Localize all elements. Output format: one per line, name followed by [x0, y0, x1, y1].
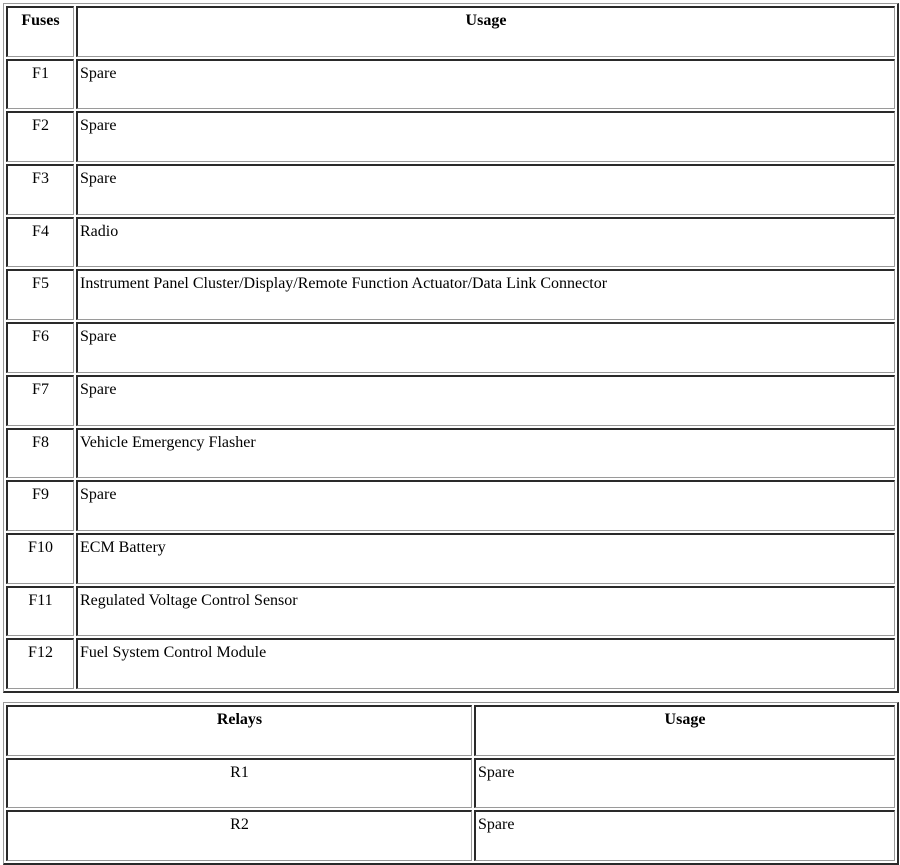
- fuse-id-cell: F8: [6, 428, 74, 479]
- relay-id-cell: R2: [6, 810, 472, 861]
- fuse-usage-cell: Spare: [76, 322, 895, 373]
- relay-row: [6, 810, 895, 861]
- fuse-id-cell: F7: [6, 375, 74, 426]
- relays-column-header: Relays: [6, 705, 472, 756]
- fuse-usage-cell: Regulated Voltage Control Sensor: [76, 586, 895, 637]
- fuse-id-cell: F3: [6, 164, 74, 215]
- relay-usage-cell: Spare: [474, 758, 895, 809]
- fuse-row: [6, 217, 895, 268]
- fuse-id-cell: F4: [6, 217, 74, 268]
- fuse-id-cell: F12: [6, 638, 74, 689]
- fuse-row: [6, 375, 895, 426]
- relay-table-header-row: [6, 705, 895, 756]
- fuse-usage-cell: Spare: [76, 480, 895, 531]
- fuse-usage-cell: Radio: [76, 217, 895, 268]
- fuse-id-cell: F1: [6, 59, 74, 110]
- relay-table: [3, 702, 899, 865]
- fuse-table-header-row: [6, 6, 895, 57]
- usage-column-header: Usage: [76, 6, 895, 57]
- fuse-id-cell: F2: [6, 111, 74, 162]
- fuse-usage-cell: ECM Battery: [76, 533, 895, 584]
- fuse-row: [6, 586, 895, 637]
- fuse-row: [6, 111, 895, 162]
- relay-row: [6, 758, 895, 809]
- fuse-id-cell: F5: [6, 269, 74, 320]
- relay-usage-cell: Spare: [474, 810, 895, 861]
- relay-usage-column-header: Usage: [474, 705, 895, 756]
- fuse-usage-cell: Instrument Panel Cluster/Display/Remote Function Actuator/Data Link Connector: [76, 269, 895, 320]
- fuse-id-cell: F6: [6, 322, 74, 373]
- fuse-usage-cell: Spare: [76, 375, 895, 426]
- relay-id-cell: R1: [6, 758, 472, 809]
- fuse-row: [6, 164, 895, 215]
- fuse-usage-cell: Spare: [76, 164, 895, 215]
- fuse-usage-cell: Fuel System Control Module: [76, 638, 895, 689]
- fuses-column-header: Fuses: [6, 6, 74, 57]
- fuse-row: [6, 638, 895, 689]
- fuse-row: [6, 269, 895, 320]
- fuse-usage-cell: Vehicle Emergency Flasher: [76, 428, 895, 479]
- fuse-id-cell: F10: [6, 533, 74, 584]
- fuse-row: [6, 428, 895, 479]
- fuse-row: [6, 480, 895, 531]
- fuse-usage-cell: Spare: [76, 59, 895, 110]
- fuse-usage-cell: Spare: [76, 111, 895, 162]
- fuse-id-cell: F11: [6, 586, 74, 637]
- fuse-row: [6, 59, 895, 110]
- fuse-row: [6, 533, 895, 584]
- fuse-row: [6, 322, 895, 373]
- fuse-table: [3, 3, 899, 693]
- fuse-id-cell: F9: [6, 480, 74, 531]
